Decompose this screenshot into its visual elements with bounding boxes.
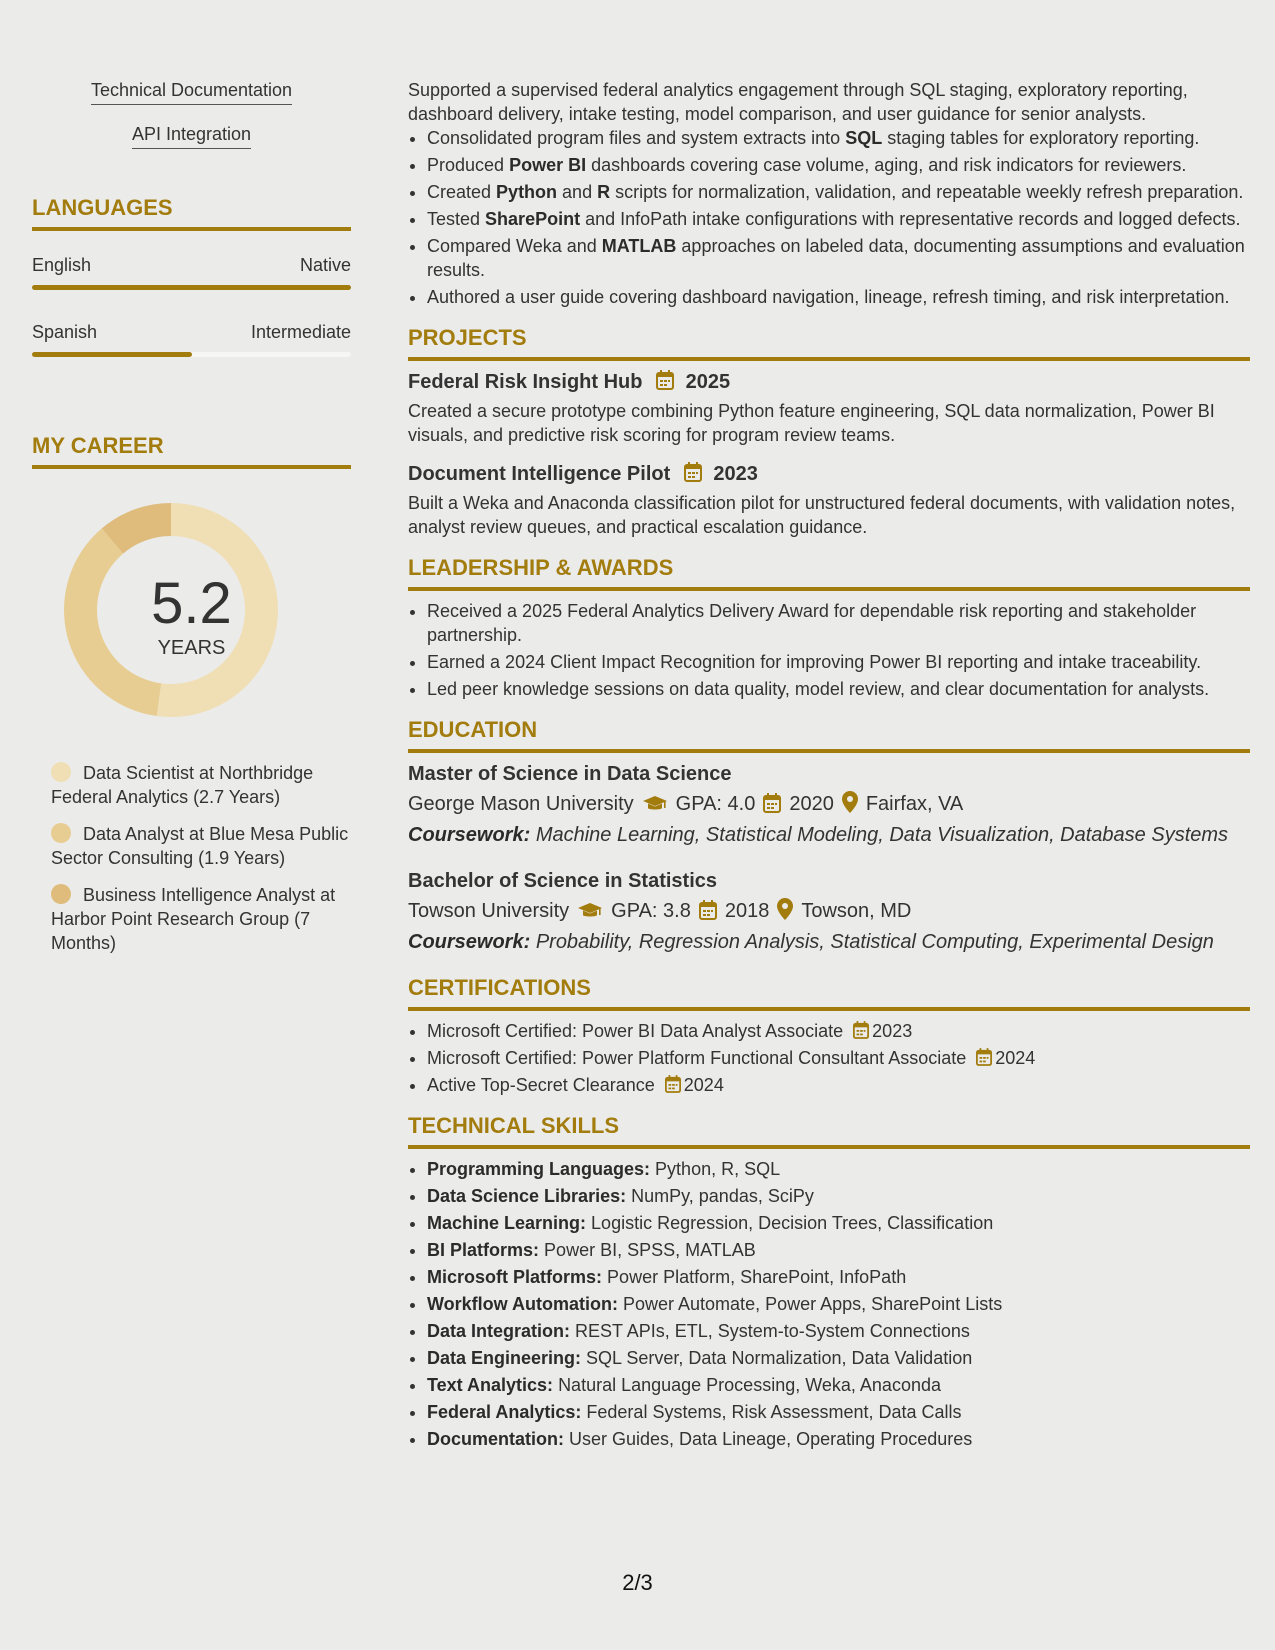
coursework-list: Probability, Regression Analysis, Statistical Computing, Experimental Design [535, 931, 1214, 953]
skills-title: TECHNICAL SKILLS [408, 1113, 1250, 1149]
school-location: Towson, MD [801, 900, 912, 922]
school-name: Towson University [408, 900, 570, 922]
skill-label: Machine Learning: [427, 1213, 587, 1233]
career-title: MY CAREER [32, 433, 351, 469]
skill-value: Power Automate, Power Apps, SharePoint Lists [623, 1294, 1003, 1314]
location-pin-icon [842, 791, 858, 813]
skill-item [427, 1346, 1250, 1370]
calendar-icon [763, 793, 781, 813]
project-name: Document Intelligence Pilot [408, 463, 671, 485]
calendar-icon [853, 1021, 869, 1039]
calendar-icon [665, 1075, 681, 1093]
experience-bullet: • Authored a user guide covering dashboard navigation, lineage, refresh timing, and risk interpretation. [427, 285, 1250, 309]
main-content [408, 78, 1250, 1454]
calendar-icon [684, 462, 702, 482]
career-legend-item [51, 761, 351, 809]
graduation-cap-icon [642, 795, 668, 813]
skill-value: Python, R, SQL [655, 1159, 781, 1179]
degree-title: Bachelor of Science in Statistics [408, 870, 717, 892]
skill-label: Workflow Automation: [427, 1294, 618, 1314]
coursework-list: Machine Learning, Statistical Modeling, Data Visualization, Database Systems [535, 824, 1229, 846]
skills-list [408, 1157, 1250, 1451]
career-legend-item [51, 883, 351, 955]
skill-item [427, 1238, 1250, 1262]
skill-item [427, 1184, 1250, 1208]
career-unit: YEARS [157, 637, 226, 659]
skill-item [427, 1265, 1250, 1289]
career-section [32, 433, 351, 955]
skills-section [408, 1113, 1250, 1451]
skill-value: Power Platform, SharePoint, InfoPath [607, 1267, 907, 1287]
language-level: Intermediate [250, 322, 351, 342]
coursework-label: Coursework: [408, 931, 531, 953]
graduation-year: 2018 [724, 900, 770, 922]
skill-value: REST APIs, ETL, System-to-System Connections [575, 1321, 970, 1341]
project-description: Created a secure prototype combining Python feature engineering, SQL data normalization, Power BI visuals, and predictive risk scoring for program review teams. [408, 401, 1215, 445]
certification-year: 2024 [995, 1048, 1036, 1068]
experience-bullet: • Produced Power BI dashboards covering case volume, aging, and risk indicators for reviewers. [427, 153, 1250, 177]
project-heading [408, 461, 1250, 487]
skill-value: User Guides, Data Lineage, Operating Procedures [569, 1429, 973, 1449]
skill-tag: Technical Documentation [91, 78, 292, 105]
skill-item [427, 1319, 1250, 1343]
leadership-item: • Received a 2025 Federal Analytics Delivery Award for dependable risk reporting and stakeholder partnership. [427, 599, 1250, 647]
certification-year: 2023 [872, 1021, 913, 1041]
skill-label: Data Engineering: [427, 1348, 582, 1368]
career-legend [32, 761, 351, 955]
experience-bullet: • Created Python and R scripts for normalization, validation, and repeatable weekly refresh preparation. [427, 180, 1250, 204]
skill-label: Programming Languages: [427, 1159, 651, 1179]
skill-item [427, 1157, 1250, 1181]
project-year: 2023 [713, 463, 758, 485]
skill-item [427, 1211, 1250, 1235]
certification-year: 2024 [683, 1075, 724, 1095]
skill-label: Microsoft Platforms: [427, 1267, 603, 1287]
page-number: 2/3 [622, 1570, 653, 1595]
skill-item [427, 1373, 1250, 1397]
school-location: Fairfax, VA [865, 793, 964, 815]
legend-dot [51, 884, 71, 904]
skill-value: Power BI, SPSS, MATLAB [544, 1240, 756, 1260]
certification-item [427, 1046, 1250, 1070]
gpa: GPA: 3.8 [611, 900, 691, 922]
certification-name: Microsoft Certified: Power BI Data Analyst Associate [427, 1021, 844, 1041]
skill-item [427, 1400, 1250, 1424]
languages-title: LANGUAGES [32, 195, 351, 231]
projects-section [408, 325, 1250, 539]
skill-value: SQL Server, Data Normalization, Data Validation [586, 1348, 973, 1368]
skill-label: Data Science Libraries: [427, 1186, 627, 1206]
career-legend-label: Business Intelligence Analyst at Harbor Point Research Group (7 Months) [51, 885, 336, 953]
language-item [32, 320, 351, 357]
certifications-section [408, 975, 1250, 1097]
project-description: Built a Weka and Anaconda classification pilot for unstructured federal documents, with validation notes, analyst review queues, and practical escalation guidance. [408, 493, 1236, 537]
skill-value: Federal Systems, Risk Assessment, Data Calls [586, 1402, 962, 1422]
career-donut [32, 497, 351, 737]
certifications-list [408, 1019, 1250, 1097]
experience-bullets [408, 126, 1250, 309]
skill-label: BI Platforms: [427, 1240, 540, 1260]
calendar-icon [699, 900, 717, 920]
career-legend-label: Data Analyst at Blue Mesa Public Sector Consulting (1.9 Years) [51, 824, 349, 868]
skill-value: Natural Language Processing, Weka, Anaconda [558, 1375, 941, 1395]
degree-title: Master of Science in Data Science [408, 763, 732, 785]
skill-label: Federal Analytics: [427, 1402, 582, 1422]
sidebar [32, 78, 351, 968]
leadership-list [408, 599, 1250, 701]
career-total: 5.2 [151, 571, 232, 636]
skill-item [427, 1292, 1250, 1316]
certification-name: Microsoft Certified: Power Platform Functional Consultant Associate [427, 1048, 967, 1068]
language-bar-fill [32, 285, 351, 290]
leadership-section [408, 555, 1250, 701]
skill-label: Data Integration: [427, 1321, 571, 1341]
education-details [408, 898, 1250, 924]
language-name: Spanish [32, 322, 98, 342]
leadership-title: LEADERSHIP & AWARDS [408, 555, 1250, 591]
skill-item [427, 1427, 1250, 1451]
career-legend-item [51, 822, 351, 870]
language-bar-fill [32, 352, 192, 357]
graduation-year: 2020 [789, 793, 834, 815]
calendar-icon [976, 1048, 992, 1066]
school-name: George Mason University [408, 793, 634, 815]
language-item [32, 253, 351, 290]
certification-item [427, 1019, 1250, 1043]
language-name: English [32, 255, 92, 275]
graduation-cap-icon [577, 902, 603, 920]
languages-section [32, 195, 351, 357]
gpa: GPA: 4.0 [675, 793, 756, 815]
career-legend-label: Data Scientist at Northbridge Federal Analytics (2.7 Years) [51, 763, 314, 807]
language-bar [32, 352, 351, 357]
skill-value: NumPy, pandas, SciPy [631, 1186, 814, 1206]
education-section [408, 717, 1250, 955]
coursework [408, 929, 1250, 955]
language-level: Native [299, 255, 351, 275]
experience-bullet: • Compared Weka and MATLAB approaches on labeled data, documenting assumptions and evaluation results. [427, 234, 1250, 282]
education-title: EDUCATION [408, 717, 1250, 753]
projects-title: PROJECTS [408, 325, 1250, 361]
education-details [408, 791, 1250, 817]
skill-tag: API Integration [132, 122, 251, 149]
legend-dot [51, 823, 71, 843]
coursework [408, 822, 1250, 848]
skill-value: Logistic Regression, Decision Trees, Classification [591, 1213, 994, 1233]
certification-item [427, 1073, 1250, 1097]
location-pin-icon [777, 898, 793, 920]
skill-label: Text Analytics: [427, 1375, 554, 1395]
calendar-icon [656, 370, 674, 390]
experience-bullet: • Tested SharePoint and InfoPath intake configurations with representative records and logged defects. [427, 207, 1250, 231]
language-bar [32, 285, 351, 290]
project-name: Federal Risk Insight Hub [408, 371, 643, 393]
leadership-item: • Earned a 2024 Client Impact Recognition for improving Power BI reporting and intake traceability. [427, 650, 1250, 674]
experience-summary: Supported a supervised federal analytics engagement through SQL staging, exploratory reporting, dashboard delivery, intake testing, model comparison, and user guidance for senior analysts. [408, 80, 1188, 124]
experience-bullet: • Consolidated program files and system extracts into SQL staging tables for exploratory reporting. [427, 126, 1250, 150]
legend-dot [51, 762, 71, 782]
skill-label: Documentation: [427, 1429, 564, 1449]
certifications-title: CERTIFICATIONS [408, 975, 1250, 1011]
leadership-item: • Led peer knowledge sessions on data quality, model review, and clear documentation for analysts. [427, 677, 1250, 701]
coursework-label: Coursework: [408, 824, 531, 846]
certification-name: Active Top-Secret Clearance [427, 1075, 655, 1095]
project-heading [408, 369, 1250, 395]
project-year: 2025 [685, 371, 731, 393]
